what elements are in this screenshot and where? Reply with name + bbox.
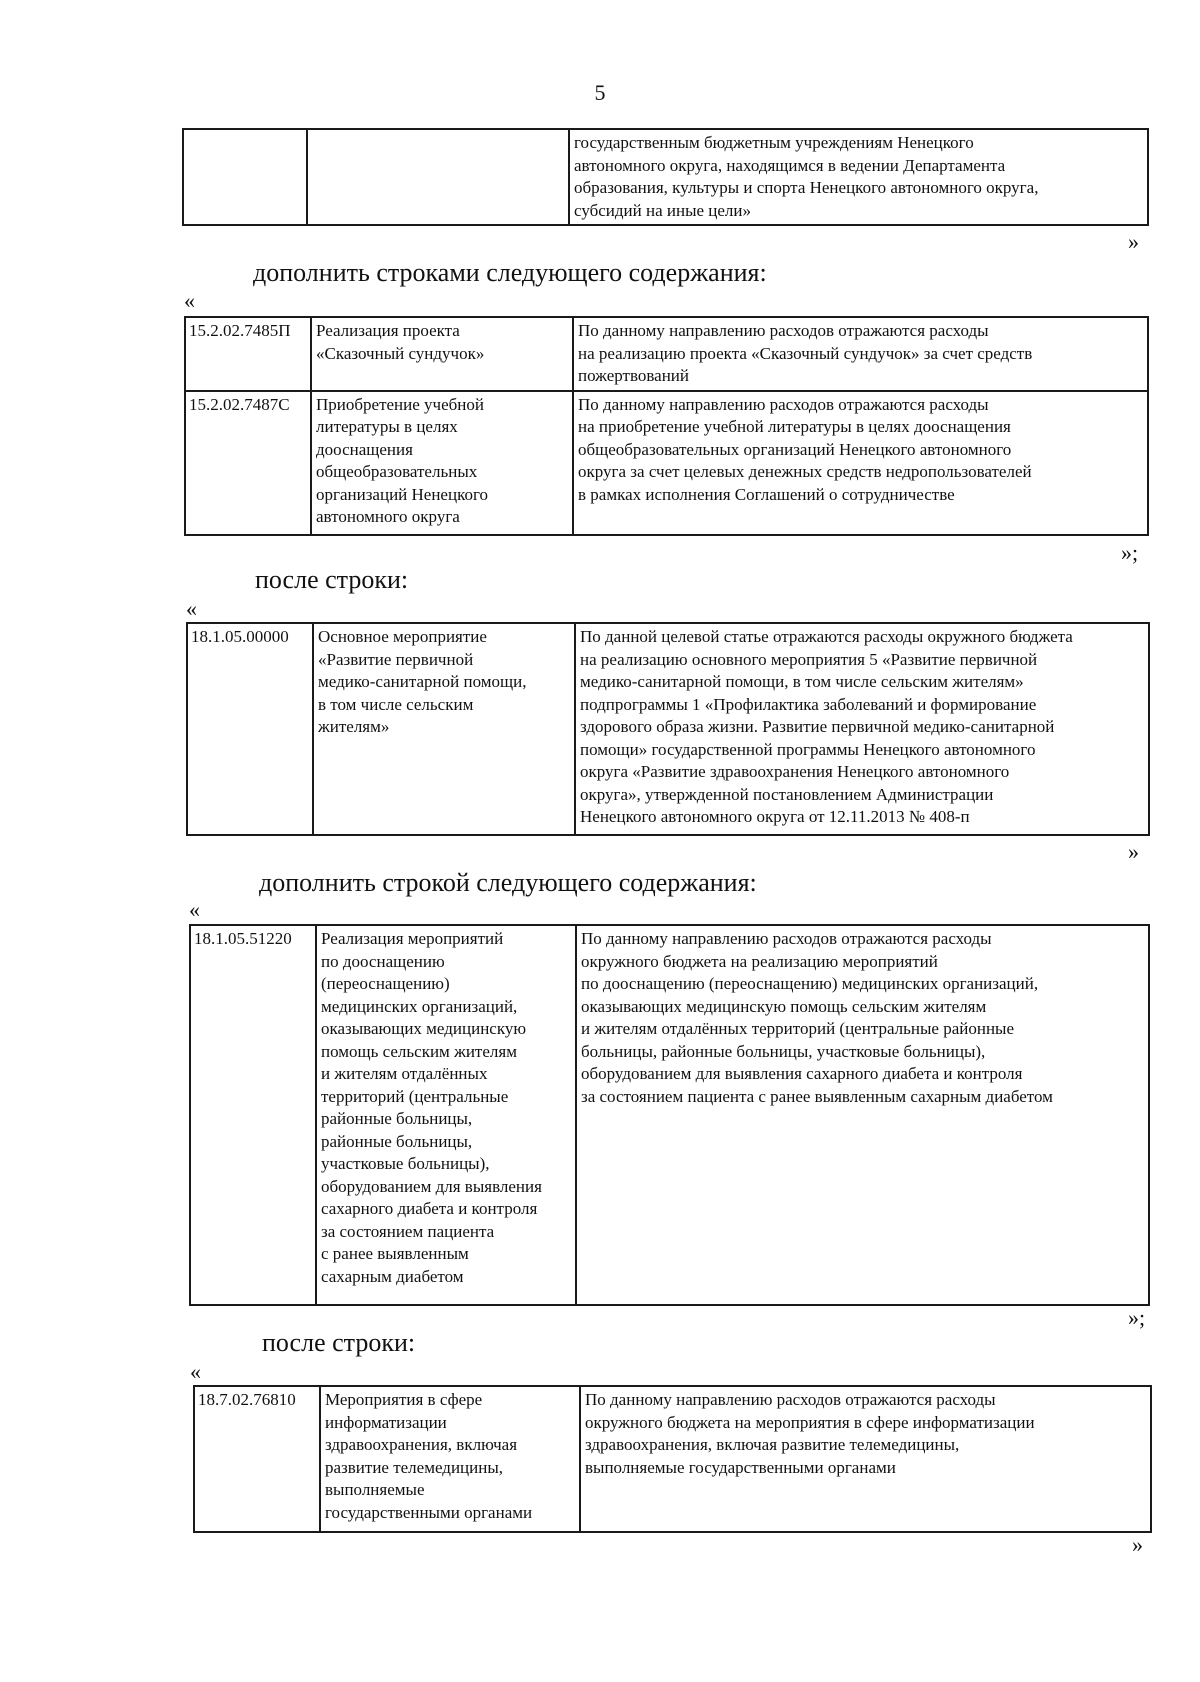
- code-cell: 18.1.05.51220: [190, 925, 316, 1305]
- description-cell: По данному направлению расходов отражаются расходы окружного бюджета на реализацию мероприятий по дооснащению (переоснащению) медицинских организаций, оказывающих медицинскую помощь сельским жителям и жителям отдалённых территорий (центральные районные больницы, районные больницы, участковые больницы), оборудованием для выявления сахарного диабета и контроля за состоянием пациента с ранее выявленным сахарным диабетом: [576, 925, 1149, 1305]
- name-cell: Реализация мероприятий по дооснащению (переоснащению) медицинских организаций, оказывающих медицинскую помощь сельским жителям и жителям отдалённых территорий (центральные районные больницы, районные больницы, участковые больницы), оборудованием для выявления сахарного диабета и контроля за состоянием пациента с ранее выявленным сахарным диабетом: [316, 925, 576, 1305]
- code-cell: 18.7.02.76810: [194, 1386, 320, 1532]
- table-row: [185, 317, 1148, 391]
- name-cell: Мероприятия в сфере информатизации здравоохранения, включая развитие телемедицины, выполняемые государственными органами: [320, 1386, 580, 1532]
- table-row: [194, 1386, 1151, 1532]
- table-new-rows: [184, 316, 1149, 536]
- description-cell: государственным бюджетным учреждениям Ненецкого автономного округа, находящимся в ведении Департамента образования, культуры и спорта Ненецкого автономного округа, субсидий на иные цели»: [569, 129, 1148, 225]
- code-cell: 15.2.02.7487С: [185, 391, 311, 535]
- opening-quote: «: [186, 596, 197, 621]
- name-cell: [307, 129, 569, 225]
- description-cell: По данной целевой статье отражаются расходы окружного бюджета на реализацию основного мероприятия 5 «Развитие первичной медико-санитарной помощи, в том числе сельским жителям» подпрограммы 1 «Профилактика заболеваний и формирование здорового образа жизни. Развитие первичной медико-санитарной помощи» государственной программы Ненецкого автономного округа «Развитие здравоохранения Ненецкого автономного округа», утвержденной постановлением Администрации Ненецкого автономного округа от 12.11.2013 № 408-п: [575, 623, 1149, 835]
- closing-quote: »;: [1121, 540, 1139, 565]
- opening-quote: «: [189, 897, 200, 922]
- table-reference-row: [193, 1385, 1152, 1533]
- table-continuation: [182, 128, 1149, 226]
- heading-add-row: дополнить строкой следующего содержания:: [259, 868, 757, 897]
- table-row: [183, 129, 1148, 225]
- table-row: [187, 623, 1149, 835]
- opening-quote: «: [184, 288, 195, 313]
- opening-quote: «: [190, 1359, 201, 1384]
- closing-quote: »: [1128, 839, 1139, 864]
- name-cell: Реализация проекта «Сказочный сундучок»: [311, 317, 573, 391]
- name-cell: Приобретение учебной литературы в целях дооснащения общеобразовательных организаций Ненецкого автономного округа: [311, 391, 573, 535]
- page-number: 5: [594, 80, 606, 105]
- table-reference-row: [186, 622, 1150, 836]
- code-cell: 18.1.05.00000: [187, 623, 313, 835]
- closing-quote: »: [1132, 1532, 1143, 1557]
- description-cell: По данному направлению расходов отражаются расходы на реализацию проекта «Сказочный сундучок» за счет средств пожертвований: [573, 317, 1148, 391]
- table-new-row: [189, 924, 1150, 1306]
- description-cell: По данному направлению расходов отражаются расходы на приобретение учебной литературы в целях дооснащения общеобразовательных организаций Ненецкого автономного округа за счет целевых денежных средств недропользователей в рамках исполнения Соглашений о сотрудничестве: [573, 391, 1148, 535]
- closing-quote: »;: [1128, 1305, 1146, 1330]
- name-cell: Основное мероприятие «Развитие первичной медико-санитарной помощи, в том числе сельским жителям»: [313, 623, 575, 835]
- table-row: [185, 391, 1148, 535]
- heading-add-rows: дополнить строками следующего содержания:: [253, 258, 767, 287]
- closing-quote: »: [1128, 229, 1139, 254]
- code-cell: 15.2.02.7485П: [185, 317, 311, 391]
- heading-after-row: после строки:: [255, 565, 409, 594]
- table-row: [190, 925, 1149, 1305]
- code-cell: [183, 129, 307, 225]
- description-cell: По данному направлению расходов отражаются расходы окружного бюджета на мероприятия в сфере информатизации здравоохранения, включая развитие телемедицины, выполняемые государственными органами: [580, 1386, 1151, 1532]
- heading-after-row: после строки:: [262, 1328, 416, 1357]
